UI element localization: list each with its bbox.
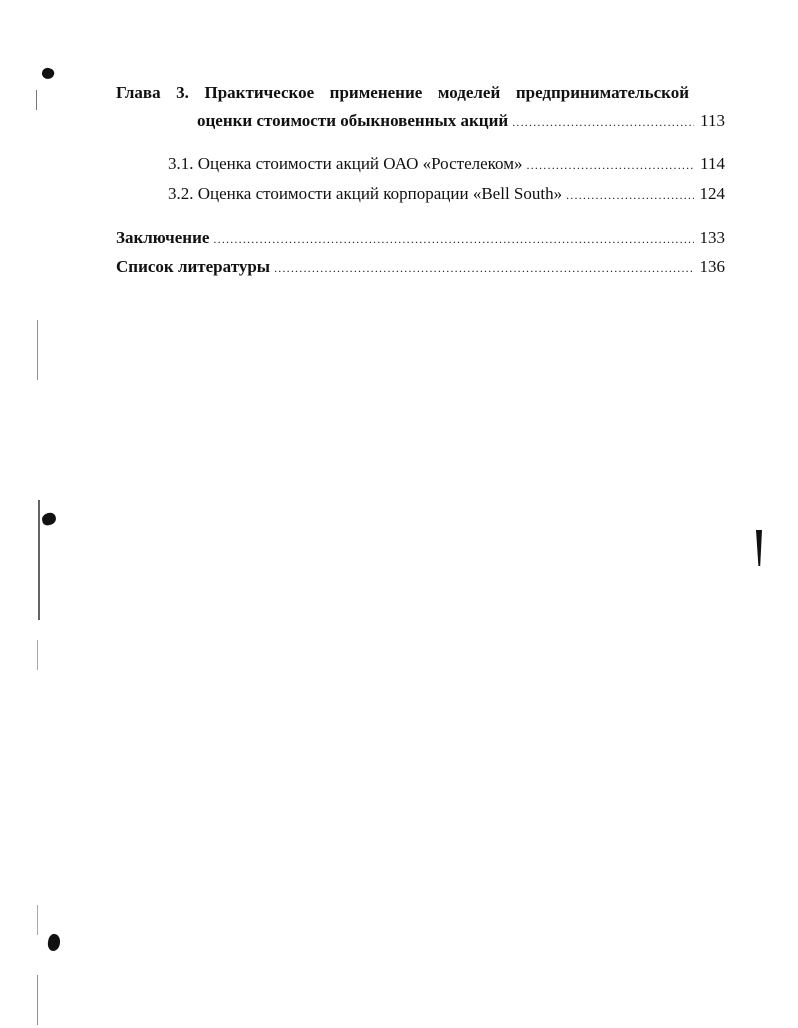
- toc-leader-dots: [566, 185, 693, 205]
- toc-entry-section-3-2: [168, 184, 725, 205]
- scan-edge-line: [37, 640, 38, 670]
- scan-edge-line: [38, 500, 40, 620]
- ink-blot: [47, 933, 62, 952]
- toc-entry-bibliography: [116, 257, 725, 278]
- toc-entry-title: 3.2. Оценка стоимости акций корпорации «Bell South»: [168, 184, 563, 203]
- scan-edge-line: [37, 905, 38, 935]
- chapter-3-title-line1: Глава 3. Практическое применение моделей предпринимательской: [116, 83, 689, 102]
- toc-entry-title: Список литературы: [116, 257, 271, 276]
- scan-edge-line: [36, 90, 37, 110]
- toc-entry-conclusion: [116, 228, 725, 249]
- toc-leader-dots: [527, 155, 695, 175]
- toc-entry-title: оценки стоимости обыкновенных акций: [197, 111, 509, 130]
- toc-entry-chapter-3: [197, 111, 725, 132]
- toc-page-number: 133: [699, 228, 725, 247]
- toc-entry-section-3-1: [168, 154, 725, 175]
- toc-page-number: 124: [699, 184, 725, 203]
- toc-leader-dots: [512, 112, 694, 132]
- toc-leader-dots: [213, 229, 693, 249]
- ink-blot: [41, 511, 58, 526]
- toc-page-number: 136: [699, 257, 725, 276]
- toc-page-number: 113: [700, 111, 725, 130]
- ink-mark: [756, 530, 762, 566]
- scan-edge-line: [37, 320, 38, 380]
- toc-leader-dots: [274, 258, 693, 278]
- scan-edge-line: [37, 975, 38, 1025]
- toc-entry-title: 3.1. Оценка стоимости акций ОАО «Ростелеком»: [168, 154, 523, 173]
- toc-page-number: 114: [700, 154, 725, 173]
- ink-blot: [40, 66, 55, 80]
- toc-entry-title: Заключение: [116, 228, 210, 247]
